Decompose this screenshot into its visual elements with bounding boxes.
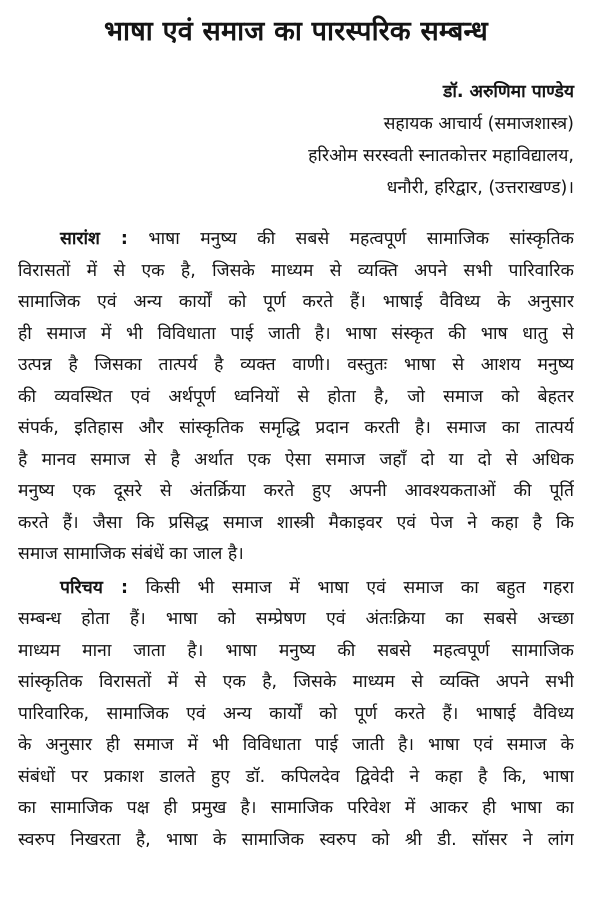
introduction-line-text: किसी भी समाज में भाषा एवं समाज का बहुत गहरा: [145, 577, 574, 598]
abstract-line: है मानव समाज से है अर्थात एक ऐसा समाज जहाँ दो या दो से अधिक: [18, 449, 574, 470]
introduction-heading: परिचय :: [60, 577, 128, 598]
abstract-line: ही समाज में भी विविधाता पाई जाती है। भाषा संस्कृत की भाष धातु से: [18, 323, 574, 344]
introduction-line: के अनुसार ही समाज में भी विविधाता पाई जाती है। भाषा एवं समाज के: [18, 735, 574, 755]
abstract-line: उत्पन्न है जिसका तात्पर्य है व्यक्त वाणी। वस्तुतः भाषा से आशय मनुष्य: [18, 355, 574, 375]
abstract-line: करते हैं। जैसा कि प्रसिद्ध समाज शास्त्री मैकाइवर एवं पेज ने कहा है कि: [18, 512, 574, 533]
paper-title: भाषा एवं समाज का पारस्परिक सम्बन्ध: [104, 16, 488, 47]
abstract-heading: सारांश :: [60, 229, 128, 249]
author-designation: सहायक आचार्य (समाजशास्त्र): [383, 114, 574, 134]
abstract-line: समाज सामाजिक संबंधें का जाल है।: [18, 544, 244, 564]
author-block: [18, 76, 574, 204]
introduction-line: [18, 573, 574, 605]
introduction-line: संबंधों पर प्रकाश डालते हुए डॉ. कपिलदेव द्विवेदी ने कहा है कि, भाषा: [18, 766, 574, 787]
abstract-line-text: भाषा मनुष्य की सबसे महत्वपूर्ण सामाजिक सांस्कृतिक: [148, 229, 574, 249]
abstract-line: की व्यवस्थित एवं अर्थपूर्ण ध्वनियों से होता है, जो समाज को बेहतर: [18, 386, 574, 407]
abstract-line: सामाजिक एवं अन्य कार्यों को पूर्ण करते हैं। भाषाई वैविध्य के अनुसार: [18, 292, 574, 312]
author-location: धनौरी, हरिद्वार, (उत्तराखण्ड)।: [386, 178, 574, 198]
introduction-line: सांस्कृतिक विरासतों में से एक है, जिसके माध्यम से व्यक्ति अपने सभी: [18, 672, 574, 692]
author-college: हरिओम सरस्वती स्नातकोत्तर महाविद्यालय,: [308, 146, 574, 166]
abstract-line: विरासतों में से एक है, जिसके माध्यम से व्यक्ति अपने सभी पारिवारिक: [18, 260, 574, 281]
abstract-line: संपर्क, इतिहास और सांस्कृतिक समृद्धि प्रदान करती है। समाज का तात्पर्य: [18, 418, 574, 438]
introduction-line: का सामाजिक पक्ष ही प्रमुख है। सामाजिक परिवेश में आकर ही भाषा का: [18, 798, 574, 818]
abstract-line: [18, 224, 574, 256]
introduction-line: सम्बन्ध होता हैं। भाषा को सम्प्रेषण एवं अंतःक्रिया का सबसे अच्छा: [18, 609, 574, 629]
introduction-paragraph: [18, 573, 574, 857]
introduction-line: माध्यम माना जाता है। भाषा मनुष्य की सबसे महत्वपूर्ण सामाजिक: [18, 640, 574, 661]
paper-body: [18, 224, 574, 856]
introduction-line: पारिवारिक, सामाजिक एवं अन्य कार्यों को पूर्ण करते हैं। भाषाई वैविध्य: [18, 703, 574, 724]
introduction-line: स्वरुप निखरता है, भाषा के सामाजिक स्वरुप को श्री डी. सॉसर ने लांग: [18, 829, 574, 850]
abstract-line: मनुष्य एक दूसरे से अंतर्क्रिया करते हुए अपनी आवश्यकताओं की पूर्ति: [18, 481, 574, 501]
abstract-paragraph: [18, 224, 574, 571]
author-name: डॉ. अरुणिमा पाण्डेय: [442, 82, 574, 102]
